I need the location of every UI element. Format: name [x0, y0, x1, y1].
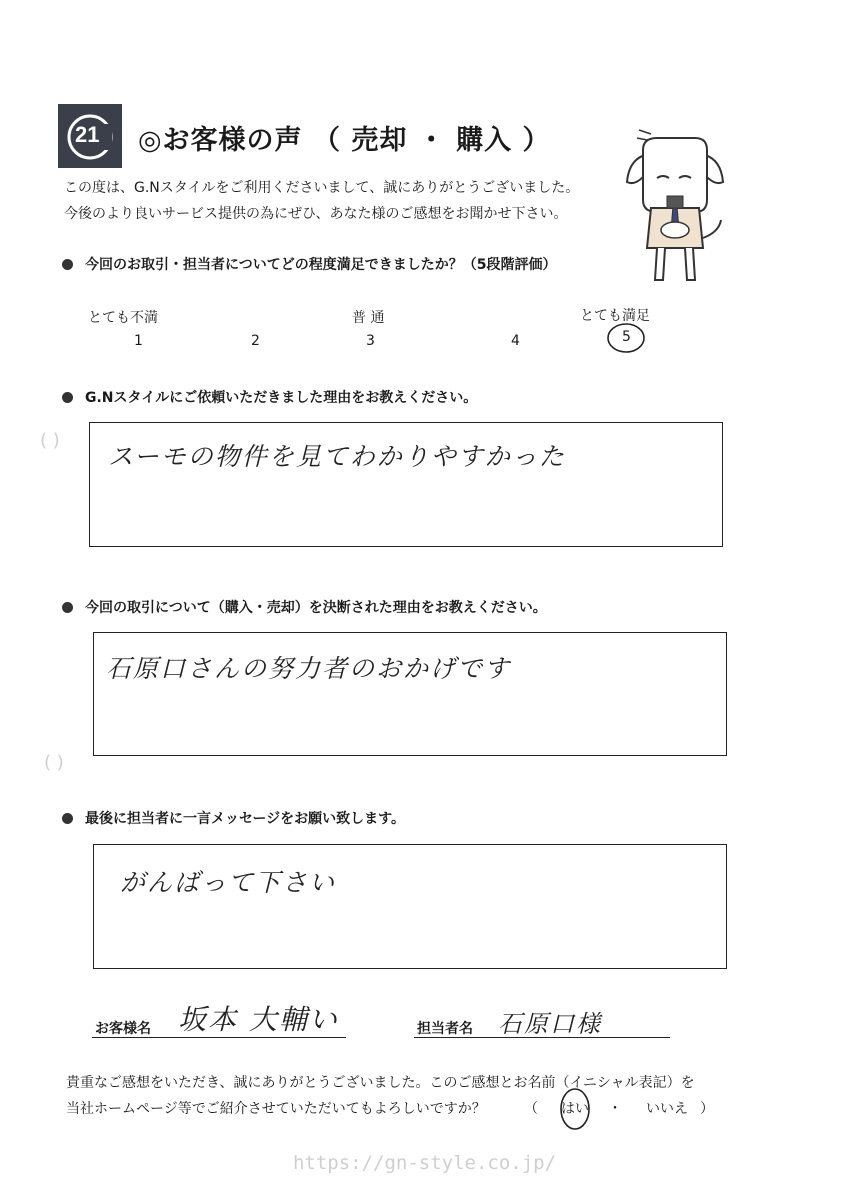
handwritten-answer: 石原口さんの努力者のおかげです — [106, 654, 512, 683]
scale-high-label: とても満足 — [580, 308, 650, 324]
consent-paren-open: （ — [524, 1101, 538, 1117]
intro-line-2: 今後のより良いサービス提供の為にぜひ、あなた様のご感想をお聞かせ下さい。 — [64, 206, 568, 222]
consent-dot: ・ — [608, 1101, 622, 1117]
staff-name-label: 担当者名 — [417, 1021, 473, 1037]
margin-mark: ( ) — [44, 752, 64, 773]
question-text: 今回のお取引・担当者についてどの程度満足できましたか？（5段階評価） — [85, 257, 557, 273]
bullet-icon — [62, 813, 73, 824]
staff-name-underline — [414, 1037, 670, 1038]
consent-yes-label: はい — [561, 1101, 589, 1117]
consent-yes-option[interactable] — [558, 1086, 592, 1132]
customer-name-value[interactable]: 坂本 大輔い — [178, 1003, 339, 1036]
century21-logo — [58, 104, 122, 168]
question-satisfaction — [62, 254, 556, 274]
answer-box-reason-request[interactable] — [89, 422, 723, 547]
bullet-icon — [62, 602, 73, 613]
bullet-icon — [62, 259, 73, 270]
scale-option-2[interactable]: 2 — [251, 333, 260, 349]
intro-line-1: この度は、G.Nスタイルをご利用くださいまして、誠にありがとうございました。 — [64, 180, 580, 196]
logo-text: 21 — [75, 122, 100, 147]
question-message — [62, 808, 405, 828]
question-reason-decision — [62, 597, 547, 617]
scale-low-label: とても不満 — [88, 310, 158, 326]
scale-option-5[interactable] — [605, 321, 647, 355]
margin-mark: ( ) — [40, 430, 60, 451]
scale-mid-label: 普 通 — [352, 310, 385, 326]
consent-line-2: 当社ホームページ等でご紹介させていただいてもよろしいですか？ — [66, 1101, 486, 1117]
scale-option-1[interactable]: 1 — [134, 333, 143, 349]
mascot-illustration — [615, 120, 735, 285]
staff-name-value[interactable]: 石原口様 — [498, 1010, 602, 1038]
handwritten-answer: がんばって下さい — [120, 868, 337, 897]
watermark-url: https://gn-style.co.jp/ — [292, 1152, 557, 1174]
consent-no-option[interactable]: いいえ — [646, 1101, 688, 1117]
answer-box-reason-decision[interactable] — [93, 632, 727, 756]
bullet-icon — [62, 392, 73, 403]
page-title: ◎お客様の声 （ 売却 ・ 購入 ） — [138, 125, 551, 156]
question-text: G.Nスタイルにご依頼いただきました理由をお教えください。 — [85, 390, 478, 406]
scale-option-3[interactable]: 3 — [366, 333, 375, 349]
scale-option-5-label: 5 — [622, 329, 631, 345]
question-reason-request — [62, 387, 477, 407]
customer-name-label: お客様名 — [95, 1021, 151, 1037]
answer-box-message[interactable] — [93, 844, 727, 969]
scale-option-4[interactable]: 4 — [511, 333, 520, 349]
consent-paren-close: ） — [700, 1101, 714, 1117]
question-text: 今回の取引について（購入・売却）を決断された理由をお教えください。 — [85, 600, 547, 616]
handwritten-answer: スーモの物件を見てわかりやすかった — [108, 442, 566, 471]
customer-name-underline — [92, 1037, 346, 1038]
consent-line-1: 貴重なご感想をいただき、誠にありがとうございました。このご感想とお名前（イニシャル表記）を — [66, 1075, 695, 1091]
question-text: 最後に担当者に一言メッセージをお願い致します。 — [85, 811, 406, 827]
